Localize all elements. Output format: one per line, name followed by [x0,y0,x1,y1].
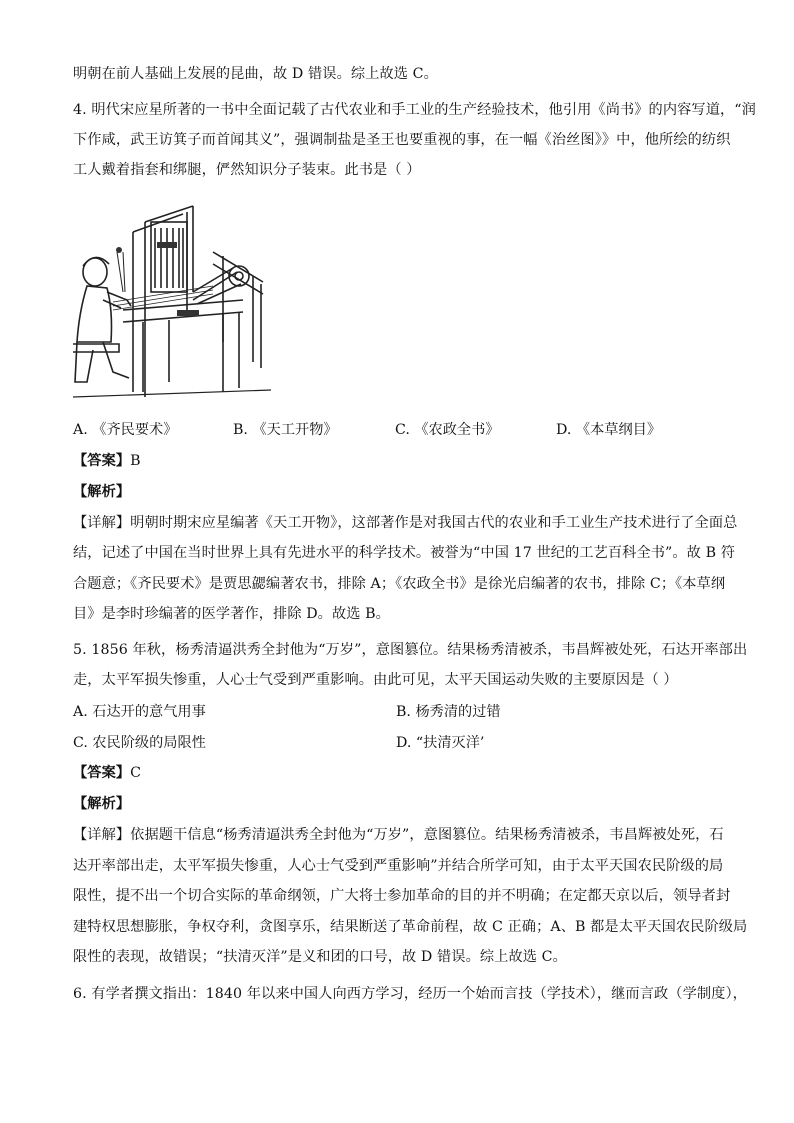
weaving-loom-illustration [73,192,271,402]
explanation-line: 建特权思想膨胀，争权夺利，贪图享乐，结果断送了革命前程，故 C 正确；A、B 都是太平天国农民阶级局 [73,919,748,935]
option-d: D. “扶清灭洋’ [396,735,485,751]
option-a: A. 石达开的意气用事 [73,704,206,720]
option-b: B. 《天工开物》 [233,422,338,438]
analysis-tag: 【解析】 [73,796,131,812]
answer-tag: 【答案】 [73,453,131,469]
loom-drawing-icon [73,192,271,402]
question-4-stem-end: 工人戴着指套和绑腿，俨然知识分子装束。此书是（ ） [73,162,421,178]
explanation-line: 合题意；《齐民要术》是贾思勰编著农书，排除 A；《农政全书》是徐光启编著的农书，排除 C；《本草纲 [73,576,726,592]
explanation-line: 限性，提不出一个切合实际的革命纲领，广大将士参加革命的目的并不明确；在定都天京以后，领导者封 [73,888,731,904]
text-line: 明朝在前人基础上发展的昆曲，故 D 错误。综上故选 C。 [73,66,438,82]
question-4-stem: 4. 明代宋应星所著的一书中全面记载了古代农业和手工业的生产经验技术，他引用《尚书》的内容写道，“润 [73,102,756,118]
question-4-stem-cont: 下作咸，武王访箕子而首闻其义”，强调制盐是圣王也要重视的事，在一幅《治丝图》》中，他所绘的纺织 [73,132,731,148]
answer-line [73,763,723,783]
answer-tag: 【答案】 [73,765,131,781]
answer-value: B [130,453,141,469]
answer-value: C [130,765,142,781]
explanation-line: 结，记述了中国在当时世界上具有先进水平的科学技术。被誉为“中国 17 世纪的工艺百科全书”。故 B 符 [73,545,736,561]
explanation-line: 限性的表现，故错误；“扶清灭洋”是义和团的口号，故 D 错误。综上故选 C。 [73,949,567,965]
question-5-stem-cont: 走，太平军损失惨重，人心士气受到严重影响。由此可见，太平天国运动失败的主要原因是（ ） [73,672,678,688]
explanation-line: 【详解】明朝时期宋应星编著《天工开物》，这部著作是对我国古代的农业和手工业生产技术进行了全面总 [73,515,738,531]
question-5-stem: 5. 1856 年秋，杨秀清逼洪秀全封他为“万岁”，意图篡位。结果杨秀清被杀，韦昌辉被处死，石达开率部出 [73,642,748,658]
option-a: A. 《齐民要术》 [73,422,178,438]
analysis-tag: 【解析】 [73,484,131,500]
question-6-stem: 6. 有学者撰文指出：1840 年以来中国人向西方学习，经历一个始而言技（学技术），继而言政（学制度）， [73,986,747,1002]
explanation-line: 目》是李时珍编著的医学著作，排除 D。故选 B。 [73,606,390,622]
option-b: B. 杨秀清的过错 [396,704,501,720]
answer-line [73,451,723,471]
explanation-line: 【详解】依据题干信息“杨秀清逼洪秀全封他为“万岁”，意图篡位。结果杨秀清被杀，韦昌辉被处死，石 [73,827,724,843]
option-c: C. 《农政全书》 [395,422,500,438]
explanation-line: 达开率部出走，太平军损失惨重，人心士气受到严重影响”并结合所学可知，由于太平天国农民阶级的局 [73,858,724,874]
option-c: C. 农民阶级的局限性 [73,735,206,751]
option-d: D. 《本草纲目》 [556,422,662,438]
